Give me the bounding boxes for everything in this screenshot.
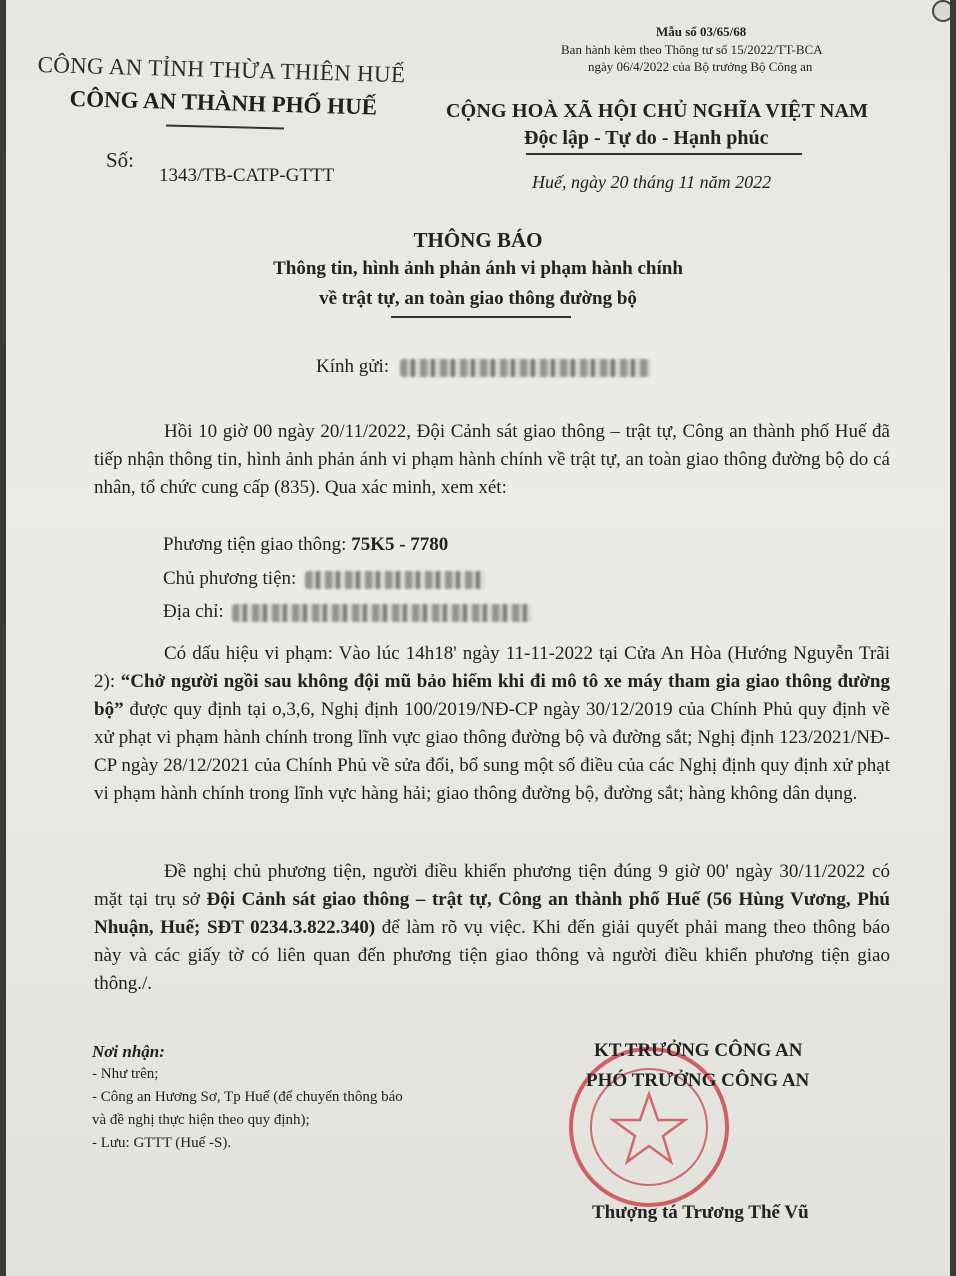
vehicle-plate: 75K5 - 7780: [351, 534, 449, 555]
agency-underline: [166, 124, 284, 129]
signer-title-2: PHÓ TRƯỞNG CÔNG AN: [586, 1070, 810, 1091]
agency-parent: CÔNG AN TỈNH THỪA THIÊN HUẾ: [37, 52, 406, 88]
signer-title-1: KT.TRƯỞNG CÔNG AN: [594, 1040, 803, 1061]
document-subtitle-2: về trật tự, an toàn giao thông đường bộ: [319, 288, 637, 309]
recipient-item: - Lưu: GTTT (Huế -S).: [92, 1135, 232, 1151]
violation-lead: Có dấu hiệu vi phạm: Vào lúc 14h18' ngày 11-11-2022 tại Cửa An Hòa (Hướng Nguyễn Trãi 2):: [94, 643, 890, 692]
document-title: THÔNG BÁO: [413, 228, 543, 252]
paragraph-violation: [94, 640, 890, 808]
pin-icon: [932, 0, 950, 22]
motto-underline: [526, 153, 802, 155]
document-subtitle-1: Thông tin, hình ảnh phản ánh vi phạm hành chính: [273, 258, 683, 279]
subtitle-underline: [391, 316, 571, 318]
document-page: [6, 0, 950, 1276]
paragraph-request: [94, 858, 890, 998]
nation-title: CỘNG HOÀ XÃ HỘI CHỦ NGHĨA VIỆT NAM: [446, 100, 869, 122]
recipient-item: - Công an Hương Sơ, Tp Huế (để chuyển thông báo: [92, 1089, 403, 1105]
motto: Độc lập - Tự do - Hạnh phúc: [524, 127, 769, 149]
recipients-block: [92, 1040, 403, 1155]
field-owner: [163, 568, 485, 590]
redacted-addressee: [400, 359, 650, 377]
official-seal-icon: [564, 1042, 734, 1212]
paragraph-reception: Hồi 10 giờ 00 ngày 20/11/2022, Đội Cảnh sát giao thông – trật tự, Công an thành phố Huế đã tiếp nhận thông tin, hình ảnh phản ánh vi phạm hành chính về trật tự, an toàn giao thông đường bộ do cá nhân, tổ chức cung cấp (835). Qua xác minh, xem xét:: [94, 421, 890, 498]
addressee-label: Kính gửi:: [316, 356, 390, 377]
agency-name: CÔNG AN THÀNH PHỐ HUẾ: [69, 86, 378, 120]
request-rest: để làm rõ vụ việc. Khi đến giải quyết phải mang theo thông báo này và các giấy tờ có liên quan đến phương tiện giao thông và người điều khiển phương tiện giao thông./.: [94, 917, 890, 994]
signer-name: Thượng tá Trương Thế Vũ: [592, 1202, 809, 1223]
addressee-line: [316, 356, 650, 378]
field-address: [163, 601, 532, 623]
recipients-title: Nơi nhận:: [92, 1042, 165, 1061]
violation-legal-basis: được quy định tại o,3,6, Nghị định 100/2019/NĐ-CP ngày 30/12/2019 của Chính Phủ quy định về xử phạt vi phạm hành chính trong lĩnh vực giao thông đường bộ và đường sắt; Nghị định 123/2021/NĐ-CP ngày 28/12/2021 của Chính Phủ về sửa đổi, bổ sung một số điều của các Nghị định quy định xử phạt vi phạm hành chính trong lĩnh vực hàng hải; giao thông đường bộ, đường sắt; hàng không dân dụng.: [94, 699, 890, 804]
owner-label: Chủ phương tiện:: [163, 568, 297, 589]
form-number: Mẫu số 03/65/68: [656, 24, 747, 39]
recipient-item: - Như trên;: [92, 1066, 159, 1082]
issued-line-1: Ban hành kèm theo Thông tư số 15/2022/TT-BCA: [561, 42, 823, 57]
redacted-address: [232, 604, 532, 622]
address-label: Địa chỉ:: [163, 601, 224, 622]
issued-line-2: ngày 06/4/2022 của Bộ trưởng Bộ Công an: [588, 59, 813, 74]
doc-number-label: Số:: [106, 148, 135, 172]
request-lead: Đề nghị chủ phương tiện, người điều khiển phương tiện đúng 9 giờ 00' ngày 30/11/2022 có mặt tại trụ sở: [94, 861, 890, 910]
vehicle-label: Phương tiện giao thông:: [163, 534, 347, 555]
recipient-item: và đề nghị thực hiện theo quy định);: [92, 1112, 310, 1128]
redacted-owner: [305, 571, 485, 589]
office-address: Đội Cảnh sát giao thông – trật tự, Công an thành phố Huế (56 Hùng Vương, Phú Nhuận, Huế; SĐT 0234.3.822.340): [94, 889, 890, 938]
violation-description: “Chở người ngồi sau không đội mũ bảo hiểm khi đi mô tô xe máy tham gia giao thông đường bộ”: [94, 671, 890, 720]
place-date: Huế, ngày 20 tháng 11 năm 2022: [532, 172, 772, 192]
doc-number: 1343/TB-CATP-GTTT: [159, 165, 335, 186]
field-vehicle: [163, 534, 448, 556]
